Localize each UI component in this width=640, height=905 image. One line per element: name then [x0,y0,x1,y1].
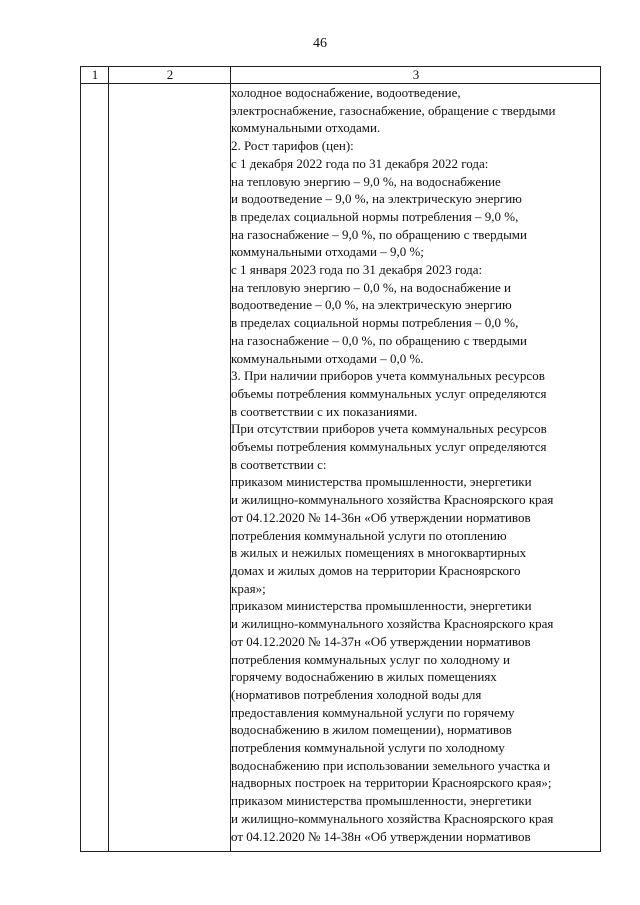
text-line: домах и жилых домов на территории Красноярского [231,562,521,578]
text-line: в пределах социальной нормы потребления – 0,0 %, [231,315,519,331]
text-line: водоснабжению при использовании земельного участка и [231,757,551,773]
text-line: на газоснабжение – 0,0 %, по обращению с твердыми [231,332,527,348]
text-line: (нормативов потребления холодной воды для [231,686,482,702]
text-line: с 1 декабря 2022 года по 31 декабря 2022 года: [231,155,489,171]
text-line: в соответствии с их показаниями. [231,403,418,419]
text-line: электроснабжение, газоснабжение, обращение с твердыми [231,102,556,118]
text-line: горячему водоснабжению в жилых помещениях [231,669,497,685]
text-line: от 04.12.2020 № 14-38н «Об утверждении нормативов [231,828,531,844]
text-line: коммунальными отходами. [231,120,381,136]
text-line: холодное водоснабжение, водоотведение, [231,85,461,100]
column-3-text [231,84,599,845]
text-line: от 04.12.2020 № 14-37н «Об утверждении нормативов [231,633,531,649]
text-line: надворных построек на территории Красноярского края»; [231,775,552,791]
text-line: и водоотведение – 9,0 %, на электрическую энергию [231,191,522,207]
text-line: потребления коммунальной услуги по отоплению [231,527,507,543]
text-line: с 1 января 2023 года по 31 декабря 2023 года: [231,262,483,278]
header-cell-1: 1 [91,67,99,82]
text-line: предоставления коммунальной услуги по горячему [231,704,515,720]
text-line: приказом министерства промышленности, энергетики [231,598,532,614]
header-cell-3: 3 [412,67,420,82]
text-line: потребления коммунальных услуг по холодному и [231,651,510,667]
text-line: потребления коммунальной услуги по холодному [231,740,505,756]
text-line: 2. Рост тарифов (цен): [231,138,354,154]
header-cell-2: 2 [166,67,174,82]
text-line: 3. При наличии приборов учета коммунальных ресурсов [231,368,545,384]
text-line: на тепловую энергию – 0,0 %, на водоснабжение и [231,279,512,295]
text-line: от 04.12.2020 № 14-36н «Об утверждении нормативов [231,509,531,525]
text-line: на газоснабжение – 9,0 %, по обращению с твердыми [231,226,527,242]
text-line: и жилищно-коммунального хозяйства Красноярского края [231,810,554,826]
text-line: коммунальными отходами – 0,0 %. [231,350,424,366]
text-line: в соответствии с: [231,456,327,472]
text-line: водоотведение – 0,0 %, на электрическую энергию [231,297,512,313]
text-line: водоснабжению в жилом помещении), нормативов [231,722,512,738]
text-line: в жилых и нежилых помещениях в многоквартирных [231,545,527,561]
document-table [80,66,601,852]
text-line: коммунальными отходами – 9,0 %; [231,244,424,260]
text-line: объемы потребления коммунальных услуг определяются [231,385,547,401]
text-line: и жилищно-коммунального хозяйства Красноярского края [231,492,554,508]
text-line: При отсутствии приборов учета коммунальных ресурсов [231,421,547,437]
column-divider-1 [108,67,109,851]
text-line: и жилищно-коммунального хозяйства Красноярского края [231,616,554,632]
text-line: на тепловую энергию – 9,0 %, на водоснабжение [231,173,501,189]
text-line: объемы потребления коммунальных услуг определяются [231,439,547,455]
text-line: края»; [231,580,266,596]
text-line: приказом министерства промышленности, энергетики [231,474,532,490]
page-number: 46 [313,36,327,51]
text-line: приказом министерства промышленности, энергетики [231,793,532,809]
table-header-row [81,67,600,84]
text-line: в пределах социальной нормы потребления – 9,0 %, [231,208,519,224]
